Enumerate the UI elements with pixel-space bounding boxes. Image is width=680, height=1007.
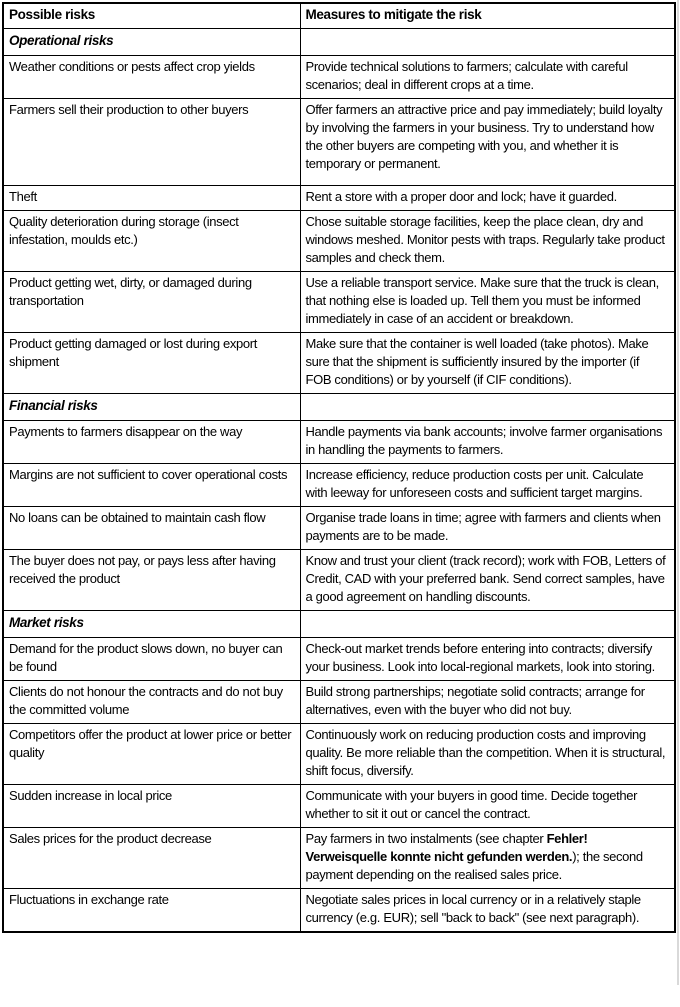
measure-cell: Use a reliable transport service. Make sure that the truck is clean, that nothing else is loaded up. Tell them you must be informed immediately in case of an accident or breakdown. [300, 272, 675, 333]
risk-cell: Sales prices for the product decrease [3, 828, 300, 889]
measure-cell: Check-out market trends before entering into contracts; diversify your business. Look into local-regional markets, look into storing. [300, 638, 675, 681]
measure-cell: Handle payments via bank accounts; involve farmer organisations in handling the payments to farmers. [300, 421, 675, 464]
risk-cell: Demand for the product slows down, no buyer can be found [3, 638, 300, 681]
measure-cell: Communicate with your buyers in good time. Decide together whether to sit it out or cancel the contract. [300, 785, 675, 828]
risk-cell: Theft [3, 186, 300, 211]
risk-cell: Clients do not honour the contracts and do not buy the committed volume [3, 681, 300, 724]
table-row [3, 681, 675, 724]
section-title: Market risks [3, 611, 300, 638]
empty-cell [300, 394, 675, 421]
measure-cell [300, 828, 675, 889]
table-row [3, 889, 675, 933]
measure-cell: Know and trust your client (track record); work with FOB, Letters of Credit, CAD with your preferred bank. Send correct samples, have a good agreement on handling discounts. [300, 550, 675, 611]
risk-cell: Payments to farmers disappear on the way [3, 421, 300, 464]
page-edge-shadow [677, 0, 679, 985]
table-row [3, 272, 675, 333]
section-row-operational [3, 29, 675, 56]
table-row [3, 186, 675, 211]
broken-reference-text: Fehler! Verweisquelle konnte nicht gefunden werden. [305, 831, 588, 864]
table-row [3, 99, 675, 186]
table-row [3, 724, 675, 785]
measure-cell: Offer farmers an attractive price and pay immediately; build loyalty by involving the farmers in your business. Try to understand how the other buyers are competing with you, and whether it is temporary or permanent. [300, 99, 675, 186]
section-row-market [3, 611, 675, 638]
risk-cell: Margins are not sufficient to cover operational costs [3, 464, 300, 507]
measure-cell: Provide technical solutions to farmers; calculate with careful scenarios; deal in different crops at a time. [300, 56, 675, 99]
measure-text: ); the second payment depending on the realised sales price. [305, 849, 643, 882]
risk-cell: The buyer does not pay, or pays less after having received the product [3, 550, 300, 611]
risk-cell: Product getting damaged or lost during export shipment [3, 333, 300, 394]
measure-text: Pay farmers in two instalments (see chapter [305, 831, 547, 846]
section-title: Financial risks [3, 394, 300, 421]
table-row [3, 333, 675, 394]
measure-cell: Make sure that the container is well loaded (take photos). Make sure that the shipment is sufficiently insured by the importer (if FOB conditions) or by yourself (if CIF conditions). [300, 333, 675, 394]
risk-cell: Product getting wet, dirty, or damaged during transportation [3, 272, 300, 333]
table-header-row [3, 3, 675, 29]
empty-cell [300, 29, 675, 56]
risks-table [2, 2, 676, 933]
empty-cell [300, 611, 675, 638]
header-possible-risks: Possible risks [3, 3, 300, 29]
measure-cell: Continuously work on reducing production costs and improving quality. Be more reliable than the competition. When it is structural, shift focus, diversify. [300, 724, 675, 785]
measure-cell: Organise trade loans in time; agree with farmers and clients when payments are to be made. [300, 507, 675, 550]
risk-cell: Farmers sell their production to other buyers [3, 99, 300, 186]
table-row [3, 828, 675, 889]
table-row [3, 785, 675, 828]
risk-cell: Quality deterioration during storage (insect infestation, moulds etc.) [3, 211, 300, 272]
measure-cell: Increase efficiency, reduce production costs per unit. Calculate with leeway for unforeseen costs and sufficient target margins. [300, 464, 675, 507]
table-row [3, 421, 675, 464]
section-title: Operational risks [3, 29, 300, 56]
measure-cell: Build strong partnerships; negotiate solid contracts; arrange for alternatives, even with the buyer who did not buy. [300, 681, 675, 724]
header-measures: Measures to mitigate the risk [300, 3, 675, 29]
table-row [3, 550, 675, 611]
table-row [3, 211, 675, 272]
risk-cell: Competitors offer the product at lower price or better quality [3, 724, 300, 785]
table-row [3, 638, 675, 681]
measure-cell: Negotiate sales prices in local currency or in a relatively staple currency (e.g. EUR); sell "back to back" (see next paragraph). [300, 889, 675, 933]
table-row [3, 507, 675, 550]
measure-cell: Chose suitable storage facilities, keep the place clean, dry and windows meshed. Monitor pests with traps. Regularly take product samples and check them. [300, 211, 675, 272]
table-row [3, 464, 675, 507]
risk-cell: Weather conditions or pests affect crop yields [3, 56, 300, 99]
risk-cell: Sudden increase in local price [3, 785, 300, 828]
risk-cell: Fluctuations in exchange rate [3, 889, 300, 933]
risk-cell: No loans can be obtained to maintain cash flow [3, 507, 300, 550]
table-row [3, 56, 675, 99]
measure-cell: Rent a store with a proper door and lock; have it guarded. [300, 186, 675, 211]
section-row-financial [3, 394, 675, 421]
